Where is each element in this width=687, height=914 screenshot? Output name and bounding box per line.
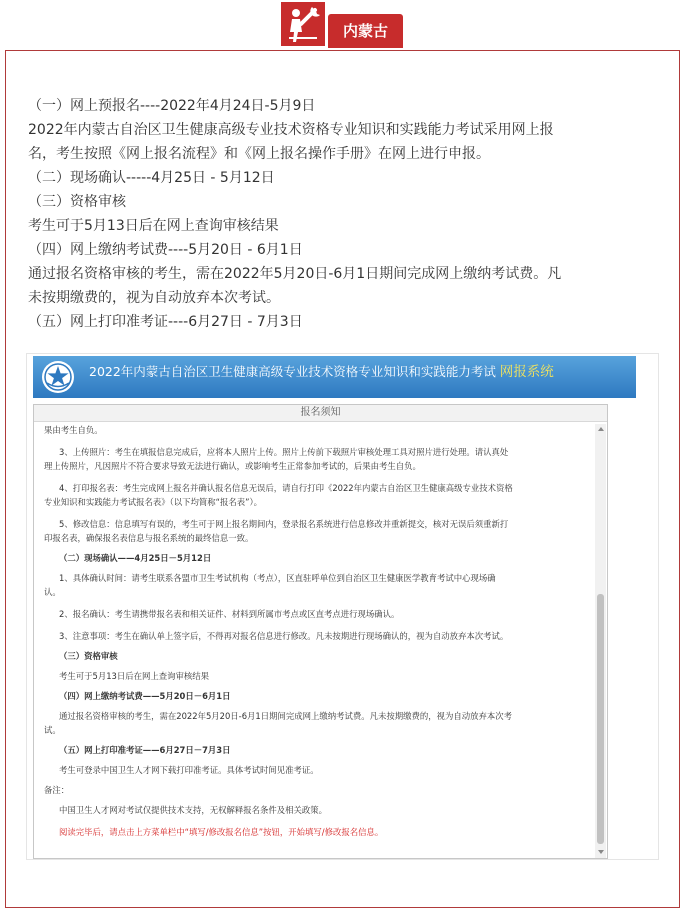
notice-line: 理上传照片，凡因照片不符合要求导致无法进行确认，或影响考生正常参加考试的，后果由考生自负。 xyxy=(44,461,421,471)
banner-accent: 网报系统 xyxy=(499,364,554,380)
article-line-1: （一）网上预报名----2022年4月24日-5月9日 xyxy=(28,98,316,114)
article-line-3: 名，考生按照《网上报名流程》和《网上报名操作手册》在网上进行申报。 xyxy=(28,146,490,162)
notice-scrollbar[interactable] xyxy=(595,424,606,858)
banner-title-text: 2022年内蒙古自治区卫生健康高级专业技术资格专业知识和实践能力考试 xyxy=(89,364,500,379)
notice-section-title: （四）网上缴纳考试费——5月20日－6月1日 xyxy=(59,691,231,701)
scroll-thumb[interactable] xyxy=(597,594,604,844)
scroll-down-icon[interactable] xyxy=(595,847,606,858)
wrench-and-figure-icon xyxy=(281,2,325,46)
header xyxy=(0,0,687,52)
notice-line: 印报名表，确保报名表信息与报名系统的最终信息一致。 xyxy=(44,533,254,543)
article-line-5: （三）资格审核 xyxy=(28,194,126,210)
article-line-2: 2022年内蒙古自治区卫生健康高级专业技术资格专业知识和实践能力考试采用网上报 xyxy=(28,122,554,138)
notice-panel xyxy=(33,404,608,859)
notice-line: 果由考生自负。 xyxy=(44,425,103,435)
embedded-screenshot xyxy=(26,353,659,860)
notice-line: 2、报名确认：考生请携带报名表和相关证件、材料到所属市考点或区直考点进行现场确认。 xyxy=(59,609,400,619)
region-tag: 内蒙古 xyxy=(328,14,403,48)
notice-line: 通过报名资格审核的考生，需在2022年5月20日-6月1日期间完成网上缴纳考试费。凡未按期缴费的，视为自动放弃本次考 xyxy=(59,711,512,721)
notice-line: 1、具体确认时间：请考生联系各盟市卫生考试机构（考点），区直驻呼单位到自治区卫生健康医学教育考试中心现场确 xyxy=(59,573,496,583)
notice-line: 4、打印报名表：考生完成网上报名并确认报名信息无误后，请自行打印《2022年内蒙古自治区卫生健康高级专业技术资格 xyxy=(59,483,513,493)
banner-title xyxy=(89,356,554,388)
notice-section-title: （二）现场确认——4月25日－5月12日 xyxy=(59,553,212,563)
article-line-6: 考生可于5月13日后在网上查询审核结果 xyxy=(28,218,279,234)
notice-line: 备注： xyxy=(44,785,70,795)
scroll-up-icon[interactable] xyxy=(595,424,606,435)
notice-line: 专业知识和实践能力考试报名表》（以下均简称“报名表”）。 xyxy=(44,497,263,507)
notice-instruction: 阅读完毕后，请点击上方菜单栏中“填写/修改报名信息”按钮，开始填写/修改报名信息。 xyxy=(59,827,384,837)
article-line-9: 未按期缴费的，视为自动放弃本次考试。 xyxy=(28,290,280,306)
notice-line: 认。 xyxy=(44,587,61,597)
notice-line: 3、上传照片：考生在填报信息完成后，应将本人照片上传。照片上传前下载照片审核处理工具对照片进行处理。请认真处 xyxy=(59,447,509,457)
notice-line: 3、注意事项：考生在确认单上签字后，不得再对报名信息进行修改。凡未按期进行现场确认的，视为自动放弃本次考试。 xyxy=(59,631,509,641)
article-line-4: （二）现场确认-----4月25日 - 5月12日 xyxy=(28,170,275,186)
notice-section-title: （三）资格审核 xyxy=(59,651,118,661)
notice-line: 考生可登录中国卫生人才网下载打印准考证。具体考试时间见准考证。 xyxy=(59,765,319,775)
notice-line: 中国卫生人才网对考试仅提供技术支持，无权解释报名条件及相关政策。 xyxy=(59,805,327,815)
notice-line: 考生可于5月13日后在网上查询审核结果 xyxy=(59,671,209,681)
emblem-icon xyxy=(41,360,75,394)
article-line-8: 通过报名资格审核的考生，需在2022年5月20日-6月1日期间完成网上缴纳考试费。凡 xyxy=(28,266,562,282)
notice-panel-title: 报名须知 xyxy=(34,405,607,422)
system-banner xyxy=(33,356,636,398)
logo xyxy=(281,2,325,46)
notice-section-title: （五）网上打印准考证——6月27日－7月3日 xyxy=(59,745,231,755)
notice-line: 试。 xyxy=(44,725,61,735)
notice-line: 5、修改信息：信息填写有误的，考生可于网上报名期间内，登录报名系统进行信息修改并重新提交，核对无误后须重新打 xyxy=(59,519,509,529)
article-line-10: （五）网上打印准考证----6月27日 - 7月3日 xyxy=(28,314,303,330)
article-line-7: （四）网上缴纳考试费----5月20日 - 6月1日 xyxy=(28,242,303,258)
